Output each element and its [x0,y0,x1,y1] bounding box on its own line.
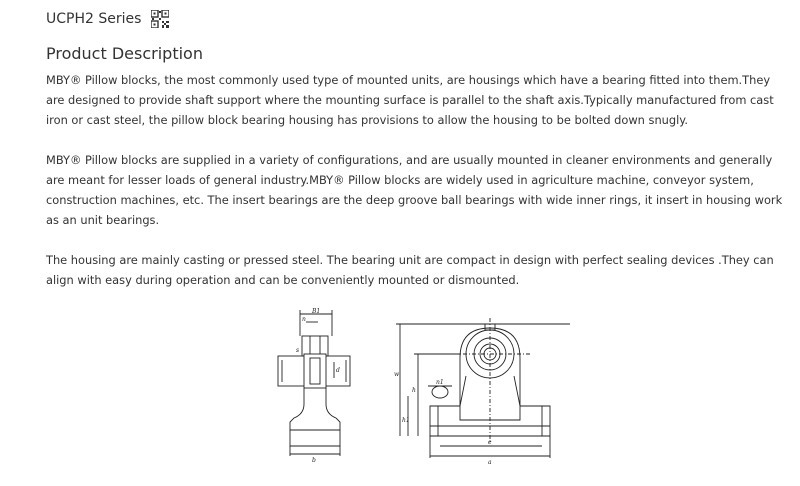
series-header [46,10,169,28]
label-a: a [488,459,492,466]
label-s: s [296,347,300,354]
label-h: h [412,387,416,394]
side-view [278,310,350,456]
label-b: b [312,457,316,464]
series-title: UCPH2 Series [46,11,142,27]
description-paragraph-1: MBY® Pillow blocks, the most commonly used type of mounted units, are housings which have a bearing fitted into them.They are designed to provide shaft support where the mounting surface is parallel to the shaft axis.Typically manufactured from cast iron or cast steel, the pillow block bearing housing has provisions to allow the housing to be bolted down snugly. [46,73,774,127]
qr-code-icon[interactable] [151,10,169,28]
pillow-block-drawing-svg [270,296,580,466]
label-d: d [336,367,340,374]
label-e: e [488,439,492,446]
label-n1: n1 [436,379,444,386]
label-b1: B1 [312,308,321,315]
product-description [46,70,792,290]
label-n: n [302,316,306,323]
label-w: w [394,371,400,378]
product-description-heading: Product Description [46,44,203,63]
technical-drawing [270,296,580,466]
description-paragraph-2: MBY® Pillow blocks are supplied in a variety of configurations, and are usually mounted in cleaner environments and generally are meant for lesser loads of general industry.MBY® Pillow blocks are widely used in agriculture machine, conveyor system, construction machines, etc. The insert bearings are the deep groove ball bearings with wide inner rings, it insert in housing work as an unit bearings. [46,153,783,227]
description-paragraph-3: The housing are mainly casting or pressed steel. The bearing unit are compact in design with perfect sealing devices .They can align with easy during operation and can be conveniently mounted or dismounted. [46,253,774,287]
front-view [396,318,570,458]
label-h1: h1 [402,417,410,424]
